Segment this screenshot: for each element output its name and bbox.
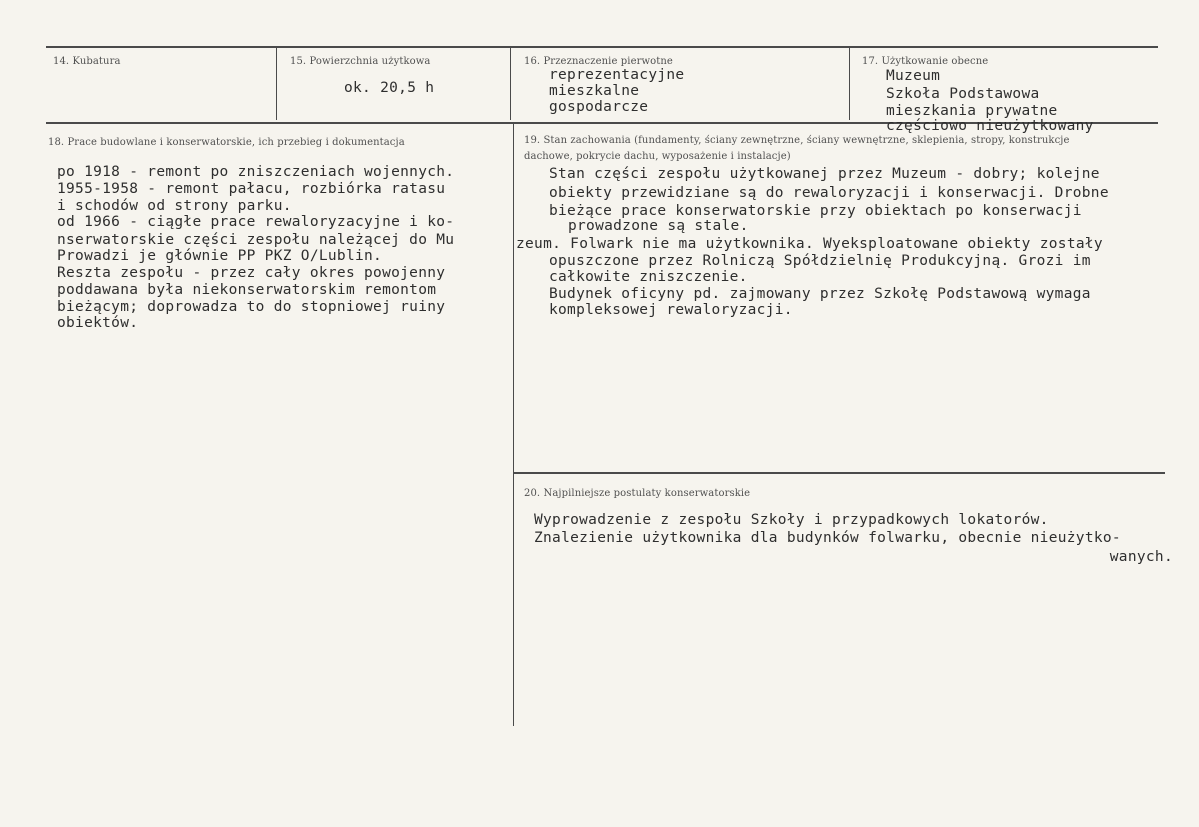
field-18-line: Reszta zespołu - przez cały okres powojenny <box>57 265 446 281</box>
field-18-line: poddawana była niekonserwatorskim remontom <box>57 282 437 298</box>
field-16-line: gospodarcze <box>549 99 649 115</box>
field-18-line: nserwatorskie części zespołu należącej do Mu <box>57 232 455 248</box>
field-18-line: bieżącym; doprowadza to do stopniowej ruiny <box>57 299 446 315</box>
field-18-label: 18. Prace budowlane i konserwatorskie, ich przebieg i dokumentacja <box>48 137 405 148</box>
field-18-line: po 1918 - remont po zniszczeniach wojennych. <box>57 164 455 180</box>
field-17-line: częściowo nieużytkowany <box>886 118 1094 134</box>
field-18-line: Prowadzi je głównie PP PKZ O/Lublin. <box>57 248 383 264</box>
field-18-line: od 1966 - ciągłe prace rewaloryzacyjne i ko- <box>57 214 455 230</box>
field-19-line: obiekty przewidziane są do rewaloryzacji i konserwacji. Drobne <box>549 185 1109 201</box>
field-19-line: bieżące prace konserwatorskie przy obiektach po konserwacji <box>549 203 1082 219</box>
field-19-line: zeum. Folwark nie ma użytkownika. Wyeksploatowane obiekty zostały <box>516 236 1103 252</box>
rule-above-20 <box>513 472 1165 474</box>
field-19-line: kompleksowej rewaloryzacji. <box>549 302 793 318</box>
field-19-line: całkowite zniszczenie. <box>549 269 748 285</box>
field-16-label: 16. Przeznaczenie pierwotne <box>524 56 673 67</box>
field-18-line: 1955-1958 - remont pałacu, rozbiórka ratasu <box>57 181 446 197</box>
divider-18-19 <box>513 124 514 726</box>
field-17-label: 17. Użytkowanie obecne <box>862 56 989 67</box>
field-19-label-cont: dachowe, pokrycie dachu, wyposażenie i instalacje) <box>524 151 791 162</box>
field-16-line: mieszkalne <box>549 83 640 99</box>
field-18-line: obiektów. <box>57 315 139 331</box>
divider-14-15 <box>276 48 277 120</box>
field-19-line: Budynek oficyny pd. zajmowany przez Szkołę Podstawową wymaga <box>549 286 1091 302</box>
field-18-line: i schodów od strony parku. <box>57 198 292 214</box>
field-19-line: Stan części zespołu użytkowanej przez Muzeum - dobry; kolejne <box>549 166 1100 182</box>
field-15-value: ok. 20,5 h <box>344 80 435 96</box>
field-20-label: 20. Najpilniejsze postulaty konserwatorskie <box>524 488 751 499</box>
field-17-line: Szkoła Podstawowa <box>886 86 1040 102</box>
field-20-line: Znalezienie użytkownika dla budynków folwarku, obecnie nieużytko- <box>534 530 1121 546</box>
field-16-line: reprezentacyjne <box>549 67 685 83</box>
field-19-line: opuszczone przez Rolniczą Spółdzielnię Produkcyjną. Grozi im <box>549 253 1091 269</box>
field-20-line: wanych. <box>1109 549 1173 565</box>
divider-15-16 <box>510 48 511 120</box>
top-rule <box>46 46 1158 48</box>
field-15-label: 15. Powierzchnia użytkowa <box>290 56 431 67</box>
field-17-line: Muzeum <box>886 68 941 84</box>
field-17-line: mieszkania prywatne <box>886 103 1058 119</box>
field-14-label: 14. Kubatura <box>53 56 121 67</box>
field-19-label: 19. Stan zachowania (fundamenty, ściany zewnętrzne, ściany wewnętrzne, sklepienia, stropy, konstrukcje <box>524 135 1070 146</box>
field-20-line: Wyprowadzenie z zespołu Szkoły i przypadkowych lokatorów. <box>534 512 1049 528</box>
divider-16-17 <box>849 48 850 120</box>
field-19-line: prowadzone są stale. <box>568 218 749 234</box>
